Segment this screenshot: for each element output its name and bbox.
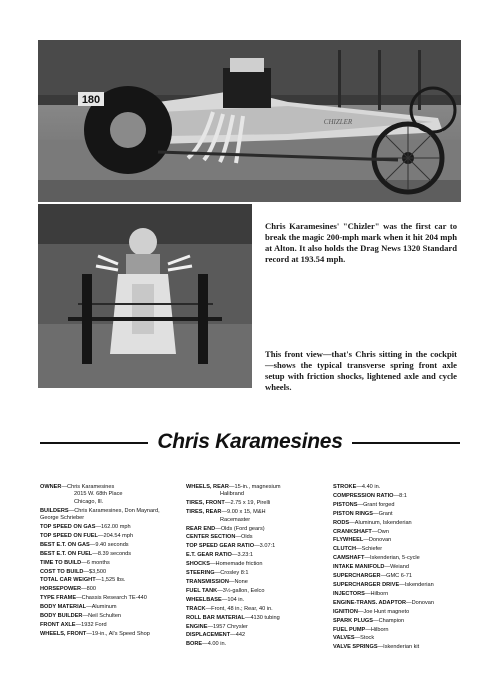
spec-value: 3½-gallon, Eelco (222, 587, 265, 594)
spec-item (333, 609, 463, 616)
spec-key: TRANSMISSION (186, 578, 229, 585)
spec-value: GMC 6-71 (386, 573, 412, 580)
spec-item (186, 632, 324, 639)
spec-dash: — (228, 578, 235, 585)
spec-item (333, 564, 463, 571)
spec-value-continued: Halibrand (220, 491, 244, 498)
spec-key: TIME TO BUILD (40, 559, 82, 566)
title-rule-left (40, 442, 148, 444)
spec-key: CRANKSHAFT (333, 528, 372, 535)
spec-value: Hilborn (370, 626, 389, 633)
spec-key: INJECTORS (333, 590, 365, 597)
spec-item (40, 524, 178, 531)
spec-dash: — (380, 573, 387, 580)
spec-item (333, 484, 463, 491)
spec-dash: — (231, 552, 238, 559)
spec-dash: — (371, 528, 378, 535)
spec-key: SPARK PLUGS (333, 617, 373, 624)
spec-value: Front, 48 in.; Rear, 40 in. (211, 605, 273, 612)
spec-item (186, 624, 324, 631)
spec-value: Joe Hunt magneto (363, 608, 410, 615)
spec-dash: — (75, 622, 82, 628)
spec-dash: — (364, 590, 371, 597)
spec-dash: — (221, 509, 228, 516)
spec-key: STEERING (186, 570, 215, 577)
spec-key: BUILDERS (40, 507, 69, 514)
spec-key: BEST E.T. ON FUEL (40, 550, 93, 557)
spec-item (333, 635, 463, 642)
spec-column-3 (333, 484, 463, 653)
spec-value: 162.00 mph (101, 524, 131, 531)
spec-dash: — (83, 568, 89, 575)
spec-dash: — (363, 537, 369, 544)
spec-dash: — (384, 564, 391, 571)
spec-dash: — (357, 501, 364, 508)
spec-key: TYPE FRAME (40, 595, 77, 602)
spec-item (186, 552, 324, 559)
spec-value: 4130 tubing (250, 614, 280, 621)
spec-item (333, 546, 463, 553)
spec-value: 204.54 mph (103, 532, 134, 539)
spec-dash: — (97, 532, 104, 539)
spec-item (40, 595, 178, 602)
spec-item (40, 622, 178, 629)
spec-key: ENGINE (186, 623, 208, 630)
spec-key: INTAKE MANIFOLD (333, 564, 385, 571)
spec-dash: — (244, 614, 251, 621)
spec-item (40, 613, 178, 620)
spec-value: Aluminum, Iskenderian (354, 519, 412, 526)
spec-dash: — (399, 581, 405, 588)
spec-key: FUEL PUMP (333, 626, 366, 633)
spec-dash: — (217, 587, 223, 594)
spec-dash: — (254, 543, 260, 550)
spec-item (333, 502, 463, 509)
spec-item (333, 493, 463, 500)
spec-value: 6 months (86, 559, 110, 566)
spec-key: RODS (333, 519, 350, 526)
spec-value: 3.23:1 (237, 552, 254, 559)
spec-key: COMPRESSION RATIO (333, 492, 394, 499)
spec-dash: — (224, 500, 231, 507)
spec-item (333, 644, 463, 651)
spec-dash: — (356, 546, 362, 553)
spec-value: Iskenderian kit (383, 644, 420, 651)
spec-value: Neil Schulten (88, 613, 122, 620)
title-rule-right (352, 442, 460, 444)
spec-key: FUEL TANK (186, 587, 218, 594)
spec-item (186, 588, 324, 595)
spec-dash: — (76, 595, 82, 602)
spec-item (333, 582, 463, 589)
spec-value: 8:1 (399, 492, 407, 499)
spec-dash: — (86, 630, 92, 637)
spec-item (186, 534, 324, 541)
spec-value: 800 (86, 586, 96, 593)
spec-dash: — (209, 561, 216, 568)
spec-dash: — (377, 644, 384, 651)
spec-key: TOP SPEED ON GAS (40, 524, 96, 531)
spec-key: TRACK (186, 605, 206, 612)
spec-dash: — (207, 623, 214, 630)
spec-key: HORSEPOWER (40, 586, 82, 593)
spec-dash: — (86, 604, 92, 611)
spec-dash: — (81, 559, 87, 566)
page-title: Chris Karamesines (157, 430, 343, 453)
spec-value: 8.39 seconds (97, 550, 132, 557)
spec-key: STROKE (333, 484, 357, 490)
spec-item (333, 529, 463, 536)
spec-value: $3,500 (89, 568, 107, 575)
spec-item (186, 570, 324, 577)
dragster-front-photo (38, 204, 252, 388)
spec-dash: — (92, 550, 98, 557)
spec-value: Champion (378, 617, 405, 624)
spec-key: FRONT AXLE (40, 622, 76, 628)
spec-value: Donovan (368, 537, 392, 544)
spec-item (186, 606, 324, 613)
spec-value: 9.40 seconds (95, 541, 129, 548)
spec-item (186, 484, 324, 499)
spec-item (186, 615, 324, 622)
spec-item (333, 511, 463, 518)
spec-item (40, 560, 178, 567)
spec-column-1 (40, 484, 178, 640)
spec-item (186, 597, 324, 604)
spec-value: Aluminum (91, 604, 117, 611)
spec-item (186, 526, 324, 533)
spec-dash: — (81, 586, 87, 593)
spec-dash: — (364, 555, 370, 562)
spec-item (40, 542, 178, 549)
spec-dash: — (68, 507, 75, 514)
spec-key: SHOCKS (186, 561, 210, 568)
spec-value: 15-in., magnesium (234, 484, 281, 490)
spec-key: CENTER SECTION (186, 534, 236, 541)
spec-item (40, 631, 178, 638)
spec-key: COST TO BUILD (40, 568, 84, 575)
spec-value: None (234, 578, 248, 585)
spec-item (186, 543, 324, 550)
spec-item (40, 484, 178, 506)
spec-item (40, 604, 178, 611)
spec-key: SUPERCHARGER (333, 573, 381, 580)
spec-value: Chassis Research TE-440 (81, 595, 147, 602)
spec-value: 1932 Ford (81, 622, 107, 628)
spec-key: IGNITION (333, 608, 358, 615)
spec-dash: — (95, 524, 102, 531)
photo-caption-top: Chris Karamesines' "Chizler" was the first car to break the magic 200-mph mark when it hit 204 mph at Alton. It also holds the Drag News 1320 Standard record at 193.54 mph. (265, 220, 457, 265)
spec-value-continued: Chicago, Ill. (74, 498, 104, 505)
spec-key: TOTAL CAR WEIGHT (40, 577, 96, 584)
spec-key: VALVES (333, 635, 355, 642)
spec-key: TIRES, REAR (186, 509, 222, 516)
title-banner (40, 430, 460, 454)
spec-item (333, 627, 463, 634)
spec-item (333, 591, 463, 598)
spec-key: CLUTCH (333, 546, 356, 553)
spec-key: FLYWHEEL (333, 537, 364, 544)
spec-value: Chris Karamesines (67, 484, 115, 490)
spec-item (333, 600, 463, 607)
spec-value: Stock (360, 635, 375, 642)
spec-dash: — (202, 641, 208, 648)
spec-item (186, 509, 324, 524)
spec-key: ENGINE-TRANS. ADAPTOR (333, 599, 407, 606)
spec-value: Grant (378, 510, 393, 517)
spec-item (186, 641, 324, 648)
spec-dash: — (215, 525, 221, 532)
spec-key: BODY MATERIAL (40, 604, 87, 611)
spec-dash: — (356, 484, 362, 490)
spec-key: PISTONS (333, 501, 358, 508)
spec-value: Olds (241, 534, 253, 541)
spec-item (40, 586, 178, 593)
spec-dash: — (214, 570, 221, 577)
spec-dash: — (406, 599, 412, 606)
spec-item (333, 520, 463, 527)
spec-item (186, 579, 324, 586)
spec-value-continued: 2015 W. 68th Place (74, 491, 123, 498)
spec-dash: — (365, 626, 371, 633)
spec-key: CAMSHAFT (333, 555, 365, 562)
spec-column-2 (186, 484, 324, 650)
spec-value: 9.00 x 15, M&H (227, 509, 266, 516)
spec-dash: — (349, 519, 355, 526)
spec-dash: — (373, 617, 379, 624)
spec-key: TOP SPEED GEAR RATIO (186, 543, 255, 550)
spec-value: Crosley 8:1 (220, 570, 249, 577)
spec-value: 19-in., Al's Speed Shop (91, 630, 150, 637)
spec-value: 442 (235, 632, 246, 639)
spec-item (40, 569, 178, 576)
spec-key: E.T. GEAR RATIO (186, 552, 232, 559)
spec-key: ROLL BAR MATERIAL (186, 614, 245, 621)
spec-item (40, 577, 178, 584)
spec-value-continued: Racemaster (220, 516, 251, 523)
spec-key: SUPERCHARGER DRIVE (333, 581, 400, 588)
spec-value: 2.75 x 19, Pirelli (230, 500, 271, 507)
spec-dash: — (221, 596, 228, 603)
spec-key: DISPLACEMENT (186, 632, 231, 639)
spec-item (186, 561, 324, 568)
car-number-text: 180 (81, 94, 101, 106)
spec-dash: — (228, 484, 235, 490)
spec-key: BEST E.T. ON GAS (40, 541, 90, 548)
spec-dash: — (89, 541, 96, 548)
body-lettering-text: CHIZLER (323, 118, 353, 126)
spec-dash: — (357, 608, 364, 615)
spec-value: Weiand (390, 564, 409, 571)
spec-item (333, 555, 463, 562)
spec-dash: — (82, 613, 89, 620)
spec-key: WHEELBASE (186, 596, 222, 603)
spec-key: OWNER (40, 484, 62, 490)
spec-key: VALVE SPRINGS (333, 644, 378, 651)
spec-value: Iskenderian, 5-cycle (369, 555, 420, 562)
spec-key: BODY BUILDER (40, 613, 83, 620)
spec-value: Donovan (411, 599, 435, 606)
spec-dash: — (230, 632, 236, 639)
spec-value: 104 in. (227, 596, 245, 603)
dragster-side-photo (38, 40, 461, 202)
spec-value: 3.07:1 (259, 543, 276, 550)
spec-key: BORE (186, 641, 203, 648)
spec-key: REAR END (186, 525, 216, 532)
spec-key: PISTON RINGS (333, 510, 373, 517)
spec-value: Grant forged (363, 501, 395, 508)
spec-value: Chris Karamesines, Don Maynard, George Schrieber (40, 507, 160, 522)
spec-value: 1,525 lbs. (101, 577, 126, 584)
spec-key: WHEELS, FRONT (40, 630, 87, 637)
spec-value: Own (377, 528, 389, 535)
spec-value: Hilborn (370, 590, 389, 597)
spec-value: 4.40 in. (361, 484, 381, 490)
spec-dash: — (235, 534, 242, 541)
spec-dash: — (354, 635, 361, 642)
spec-dash: — (61, 484, 68, 490)
spec-item (333, 573, 463, 580)
spec-key: WHEELS, REAR (186, 484, 229, 490)
spec-item (333, 618, 463, 625)
spec-item (333, 537, 463, 544)
spec-item (40, 533, 178, 540)
spec-value: Iskenderian (404, 581, 434, 588)
spec-value: Olds (Ford gears) (220, 525, 265, 532)
spec-value: 4.00 in. (207, 641, 227, 648)
spec-value: 1957 Chrysler (213, 623, 248, 630)
spec-dash: — (393, 492, 400, 499)
spec-item (40, 551, 178, 558)
spec-value: Schiefer (361, 546, 383, 553)
spec-dash: — (373, 510, 379, 517)
spec-item (40, 508, 178, 523)
spec-dash: — (95, 577, 102, 584)
spec-key: TIRES, FRONT (186, 500, 225, 507)
spec-dash: — (205, 605, 212, 612)
spec-item (186, 500, 324, 507)
spec-key: TOP SPEED ON FUEL (40, 532, 98, 539)
photo-caption-bottom: This front view—that's Chris sitting in the cockpit—shows the typical transverse spring front axle setup with friction shocks, lightened axle and cycle wheels. (265, 348, 457, 393)
spec-value: Homemade friction (215, 561, 263, 568)
